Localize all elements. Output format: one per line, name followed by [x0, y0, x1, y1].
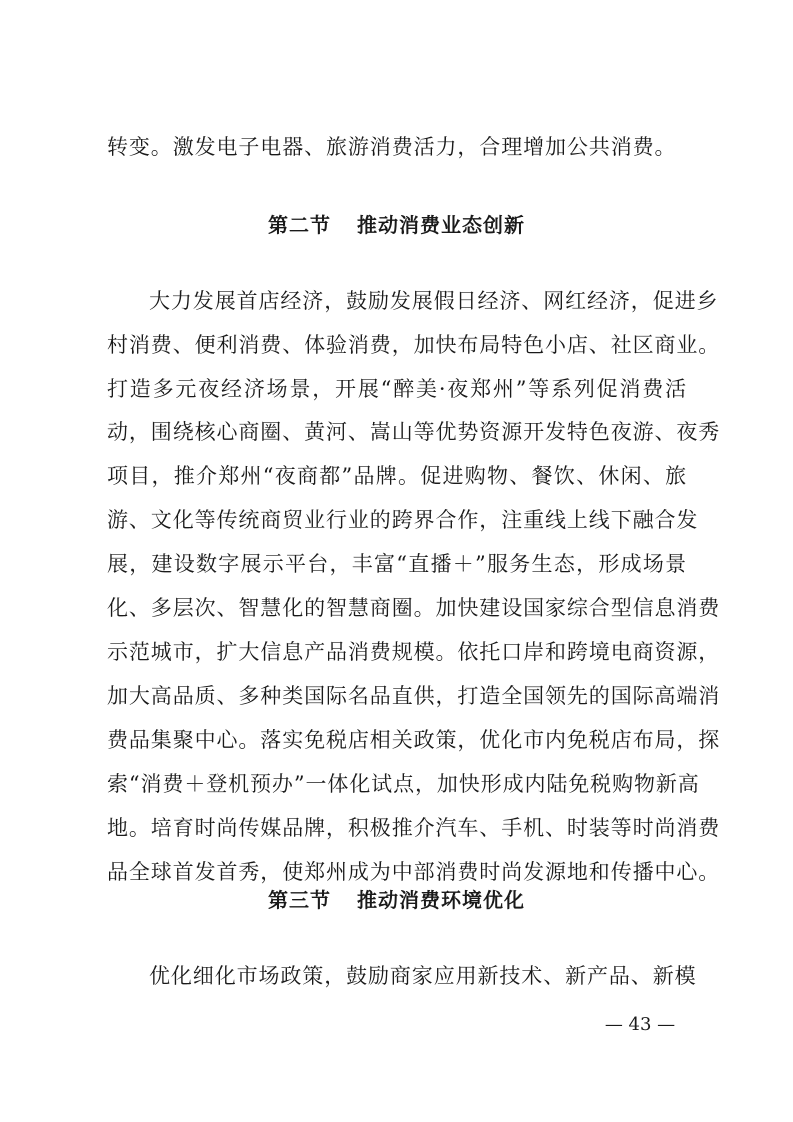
- paragraph-line: 大力发展首店经济，鼓励发展假日经济、网红经济，促进乡: [149, 289, 719, 313]
- paragraph-line: 费品集聚中心。落实免税店相关政策，优化市内免税店布局，探: [107, 728, 721, 752]
- paragraph-line: 打造多元夜经济场景，开展“醉美·夜郑州”等系列促消费活: [107, 377, 687, 401]
- paragraph-line: 加大高品质、多种类国际名品直供，打造全国领先的国际高端消: [107, 684, 721, 708]
- paragraph-line: 化、多层次、智慧化的智慧商圈。加快建设国家综合型信息消费: [107, 596, 721, 620]
- paragraph-continuation: 转变。激发电子电器、旅游消费活力，合理增加公共消费。: [107, 135, 677, 159]
- paragraph-line: 地。培育时尚传媒品牌，积极推介汽车、手机、时装等时尚消费: [107, 816, 721, 840]
- section-title: 推动消费环境优化: [357, 888, 525, 912]
- section-heading-2: [0, 215, 793, 235]
- paragraph-line: 村消费、便利消费、体验消费，加快布局特色小店、社区商业。: [107, 333, 721, 357]
- paragraph-line: 项目，推介郑州“夜商都”品牌。促进购物、餐饮、休闲、旅: [107, 464, 687, 488]
- paragraph-line: 示范城市，扩大信息产品消费规模。依托口岸和跨境电商资源，: [107, 640, 721, 664]
- paragraph-line: 索“消费＋登机预办”一体化试点，加快形成内陆免税购物新高: [107, 772, 700, 796]
- page-number: — 43 —: [604, 1014, 676, 1035]
- section-number: 第三节: [268, 888, 331, 912]
- section-heading-3: [0, 890, 793, 910]
- paragraph-line: 动，围绕核心商圈、黄河、嵩山等优势资源开发特色夜游、夜秀: [107, 420, 721, 444]
- paragraph-line: 展，建设数字展示平台，丰富“直播＋”服务生态，形成场景: [107, 552, 687, 576]
- paragraph-line: 优化细化市场政策，鼓励商家应用新技术、新产品、新模: [149, 964, 697, 988]
- section-number: 第二节: [268, 213, 331, 237]
- paragraph-line: 游、文化等传统商贸业行业的跨界合作，注重线上线下融合发: [107, 508, 699, 532]
- section-title: 推动消费业态创新: [357, 213, 525, 237]
- paragraph-line: 品全球首发首秀，使郑州成为中部消费时尚发源地和传播中心。: [107, 860, 721, 884]
